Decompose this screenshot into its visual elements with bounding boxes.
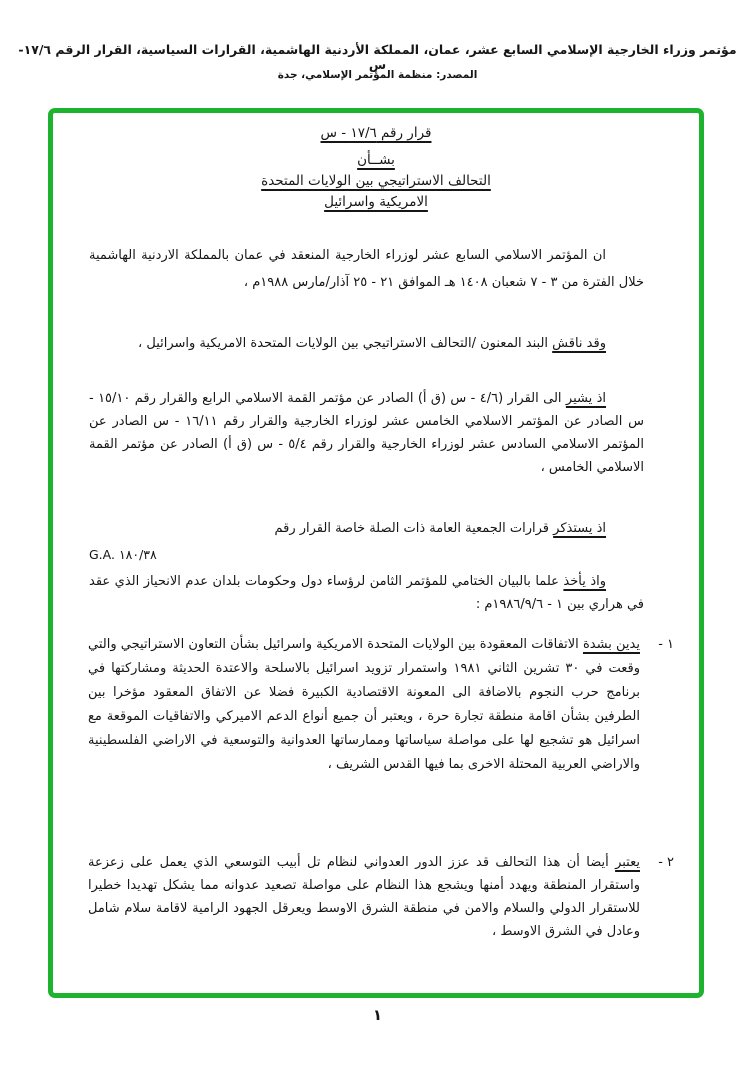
- item-paragraph: [88, 633, 640, 777]
- resolution-item-2: [88, 851, 674, 943]
- preamble-paragraph-conference: [89, 242, 644, 296]
- preamble-paragraph-recalling-resolutions: [89, 387, 644, 479]
- document-frame: [48, 108, 704, 998]
- item-text: أيضا أن هذا التحالف قد عزز الدور العدواني لنظام تل أبيب التوسعي الذي يعمل على زعزعة واستقرار المنطقة ويهدد أمنها ويشجع هذا النظام على مواصلة تصعيد عدوانه مما يشكل تهديدا خطيرا للاستقرار الدولي والسلام والامن في منطقة الشرق الاوسط ويعرقل الجهود الرامية لاقامة سلام شامل وعادل في الشرق الاوسط ،: [88, 855, 640, 939]
- paragraph-text: ان المؤتمر الاسلامي السابع عشر لوزراء الخارجية المنعقد في عمان بالمملكة الاردنية الهاشمية خلال الفترة من ٣ - ٧ شعبان ١٤٠٨ هـ الموافق ٢١ - ٢٥ آذار/مارس ١٩٨٨م ،: [89, 248, 644, 290]
- paragraph-text: قرارات الجمعية العامة ذات الصلة خاصة القرار رقم: [274, 521, 554, 536]
- item-lead: يعتبر: [615, 855, 640, 870]
- paragraph-lead: اذ يشير: [565, 391, 606, 406]
- paragraph-lead: واذ يأخذ: [563, 574, 607, 589]
- item-paragraph: [88, 851, 640, 943]
- paragraph-lead: وقد ناقش: [552, 336, 606, 351]
- ga-resolution-reference: G.A. ١٨٠/٣٨: [89, 547, 157, 562]
- item-number: ٢ -: [658, 855, 674, 870]
- resolution-item-1: [88, 633, 674, 777]
- paragraph-lead: اذ يستذكر: [553, 521, 606, 536]
- paragraph-text: علما بالبيان الختامي للمؤتمر الثامن لرؤساء دول وحكومات بلدان عدم الانحياز الذي عقد في هراري بين ١ - ١٩٨٦/٩/٦م :: [89, 574, 644, 612]
- item-lead: يدين بشدة: [582, 637, 640, 652]
- title-line-subject-2: الامريكية واسرائيل: [324, 194, 428, 210]
- item-number: ١ -: [658, 637, 674, 652]
- paragraph-text: الى القرار (٤/٦ - س (ق أ) الصادر عن مؤتمر القمة الاسلامي الرابع والقرار رقم ١٥/١٠ - س الصادر عن المؤتمر الاسلامي الخامس عشر لوزراء الخارجية والقرار رقم ١٦/١١ - س الصادر عن المؤتمر الاسلامي السادس عشر لوزراء الخارجية والقرار رقم ٥/٤ - س (ق أ) الصادر عن مؤتمر القمة الاسلامي الخامس ،: [89, 391, 644, 475]
- page-number: ١: [372, 1006, 383, 1024]
- citation-header: مؤتمر وزراء الخارجية الإسلامي السابع عشر، عمان، المملكة الأردنية الهاشمية، القرارات السياسية، القرار الرقم ١٧/٦-س: [18, 42, 737, 72]
- paragraph-text: البند المعنون /التحالف الاستراتيجي بين الولايات المتحدة الامريكية واسرائيل ،: [138, 336, 553, 351]
- preamble-paragraph-general-assembly: [89, 517, 644, 540]
- preamble-paragraph-agenda-item: [89, 330, 644, 357]
- source-line: المصدر: منظمة المؤتمر الإسلامي، جدة: [277, 69, 478, 81]
- preamble-paragraph-nam-summit: [89, 570, 644, 616]
- title-line-subject-1: التحالف الاستراتيجي بين الولايات المتحدة: [261, 173, 491, 189]
- item-text: الاتفاقات المعقودة بين الولايات المتحدة الامريكية واسرائيل بشأن التعاون الاستراتيجي والتي وقعت في ٣٠ تشرين الثاني ١٩٨١ واستمرار تزويد اسرائيل بالاسلحة والاعتدة الحديثة ومشاركتها في برنامج حرب النجوم بالاضافة الى المعونة الاقتصادية الكبيرة فضلا عن الاتفاق المعقود مؤخرا بين الطرفين بشأن اقامة منطقة تجارة حرة ، ويعتبر أن جميع أنواع الدعم الاميركي والاتفاقيات الموقعة مع اسرائيل هو تشجيع لها على مواصلة سياساتها وممارساتها العدوانية والتوسعية في الاراضي الفلسطينية والاراضي العربية المحتلة الاخرى بما فيها القدس الشريف ،: [88, 637, 641, 772]
- title-line-resolution-number: قرار رقم ١٧/٦ - س: [320, 125, 432, 141]
- resolution-title: [53, 123, 699, 213]
- resolution-body: [53, 113, 699, 993]
- title-line-regarding: بشــأن: [357, 152, 395, 168]
